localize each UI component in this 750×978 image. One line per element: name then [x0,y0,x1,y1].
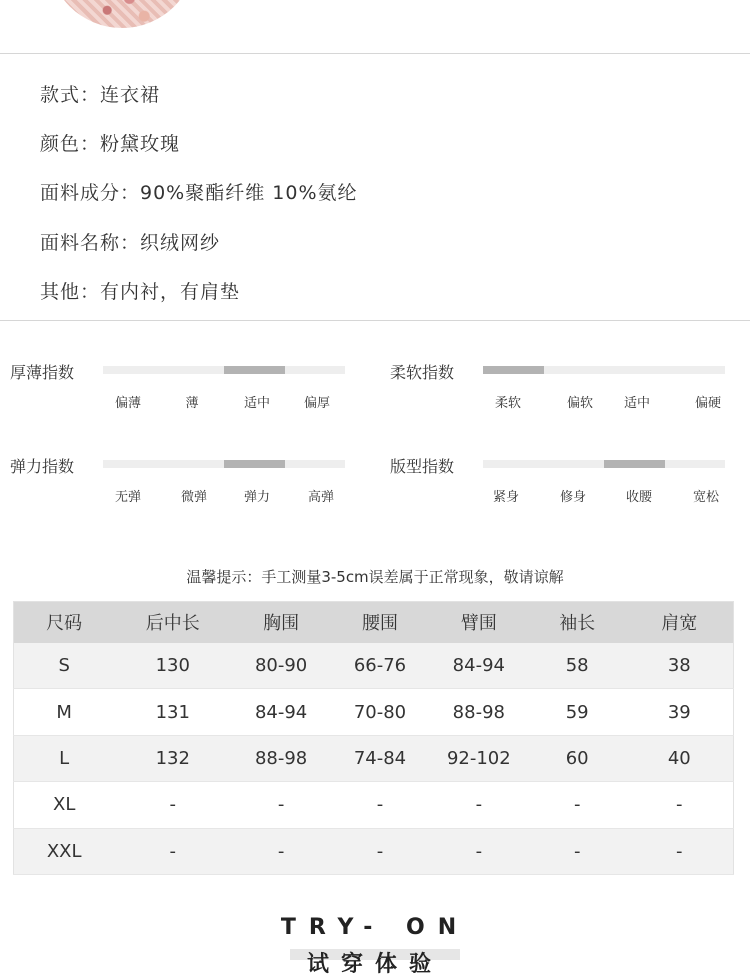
table-cell: 88-98 [429,689,529,735]
table-cell: S [14,643,115,689]
index-label: 无弹 [114,490,142,505]
divider-top [0,53,750,54]
table-cell: - [626,828,734,874]
col-header-shoulder: 肩宽 [626,602,734,643]
table-cell: - [331,782,429,828]
table-cell: - [429,782,529,828]
index-title: 弹力指数 [10,457,75,476]
table-cell: - [331,828,429,874]
index-label: 适中 [623,396,651,411]
table-cell: - [626,782,734,828]
index-track [483,366,725,374]
index-label: 偏硬 [694,396,722,411]
table-cell: - [529,828,626,874]
index-label: 薄 [185,396,199,411]
index-level-fill [483,366,544,374]
table-cell: - [231,782,331,828]
tryon-subtitle-band [290,949,460,977]
col-header-waist: 腰围 [331,602,429,643]
table-cell: 84-94 [231,689,331,735]
table-cell: - [429,828,529,874]
index-track [103,366,345,374]
spec-color: 颜色：粉黛玫瑰 [40,133,181,155]
table-cell: 80-90 [231,643,331,689]
index-track [103,460,345,468]
index-label: 偏软 [566,396,594,411]
table-header-row [14,602,734,643]
table-cell: 59 [529,689,626,735]
index-label: 偏厚 [303,396,331,411]
table-cell: L [14,735,115,781]
table-cell: 131 [114,689,231,735]
col-header-length: 后中长 [114,602,231,643]
table-cell: 88-98 [231,735,331,781]
col-header-arm: 臂围 [429,602,529,643]
index-label: 弹力 [243,490,271,505]
index-label: 微弹 [180,490,208,505]
tryon-subtitle: 试穿体验 [306,952,443,977]
index-label: 适中 [243,396,271,411]
table-row [14,689,734,735]
index-label: 收腰 [625,490,653,505]
table-cell: - [114,782,231,828]
table-row [14,735,734,781]
measurement-tip: 温馨提示：手工测量3-5cm误差属于正常现象，敬请谅解 [186,568,564,586]
table-cell: 60 [529,735,626,781]
spec-style: 款式：连衣裙 [40,84,161,106]
table-cell: M [14,689,115,735]
index-label: 偏薄 [114,396,142,411]
table-cell: - [231,828,331,874]
index-level-fill [224,366,285,374]
table-cell: - [529,782,626,828]
col-header-bust: 胸围 [231,602,331,643]
col-header-size: 尺码 [14,602,115,643]
table-row [14,782,734,828]
index-title: 厚薄指数 [10,363,75,382]
table-cell: 66-76 [331,643,429,689]
tryon-title: TRY- ON [280,915,470,940]
index-label: 高弹 [307,490,335,505]
table-row [14,828,734,874]
index-level-fill [224,460,285,468]
index-label: 修身 [559,490,587,505]
index-title: 版型指数 [390,457,455,476]
divider-middle [0,320,750,321]
table-cell: 40 [626,735,734,781]
table-cell: 70-80 [331,689,429,735]
index-label: 紧身 [492,490,520,505]
spec-other: 其他：有内衬，有肩垫 [40,281,241,303]
table-cell: 58 [529,643,626,689]
table-cell: 84-94 [429,643,529,689]
table-cell: 132 [114,735,231,781]
table-cell: 38 [626,643,734,689]
index-level-fill [604,460,665,468]
table-cell: XL [14,782,115,828]
table-cell: 74-84 [331,735,429,781]
table-cell: 130 [114,643,231,689]
table-cell: 92-102 [429,735,529,781]
index-label: 柔软 [494,396,522,411]
table-cell: XXL [14,828,115,874]
index-label: 宽松 [692,490,720,505]
spec-fabric-name: 面料名称：织绒网纱 [40,232,221,254]
table-cell: - [114,828,231,874]
size-table [13,601,734,875]
col-header-sleeve: 袖长 [529,602,626,643]
product-photo-crop [0,0,750,54]
index-track [483,460,725,468]
spec-composition: 面料成分：90%聚酯纤维 10%氨纶 [40,182,358,204]
table-cell: 39 [626,689,734,735]
index-title: 柔软指数 [390,363,455,382]
product-photo [48,0,196,28]
table-row [14,643,734,689]
